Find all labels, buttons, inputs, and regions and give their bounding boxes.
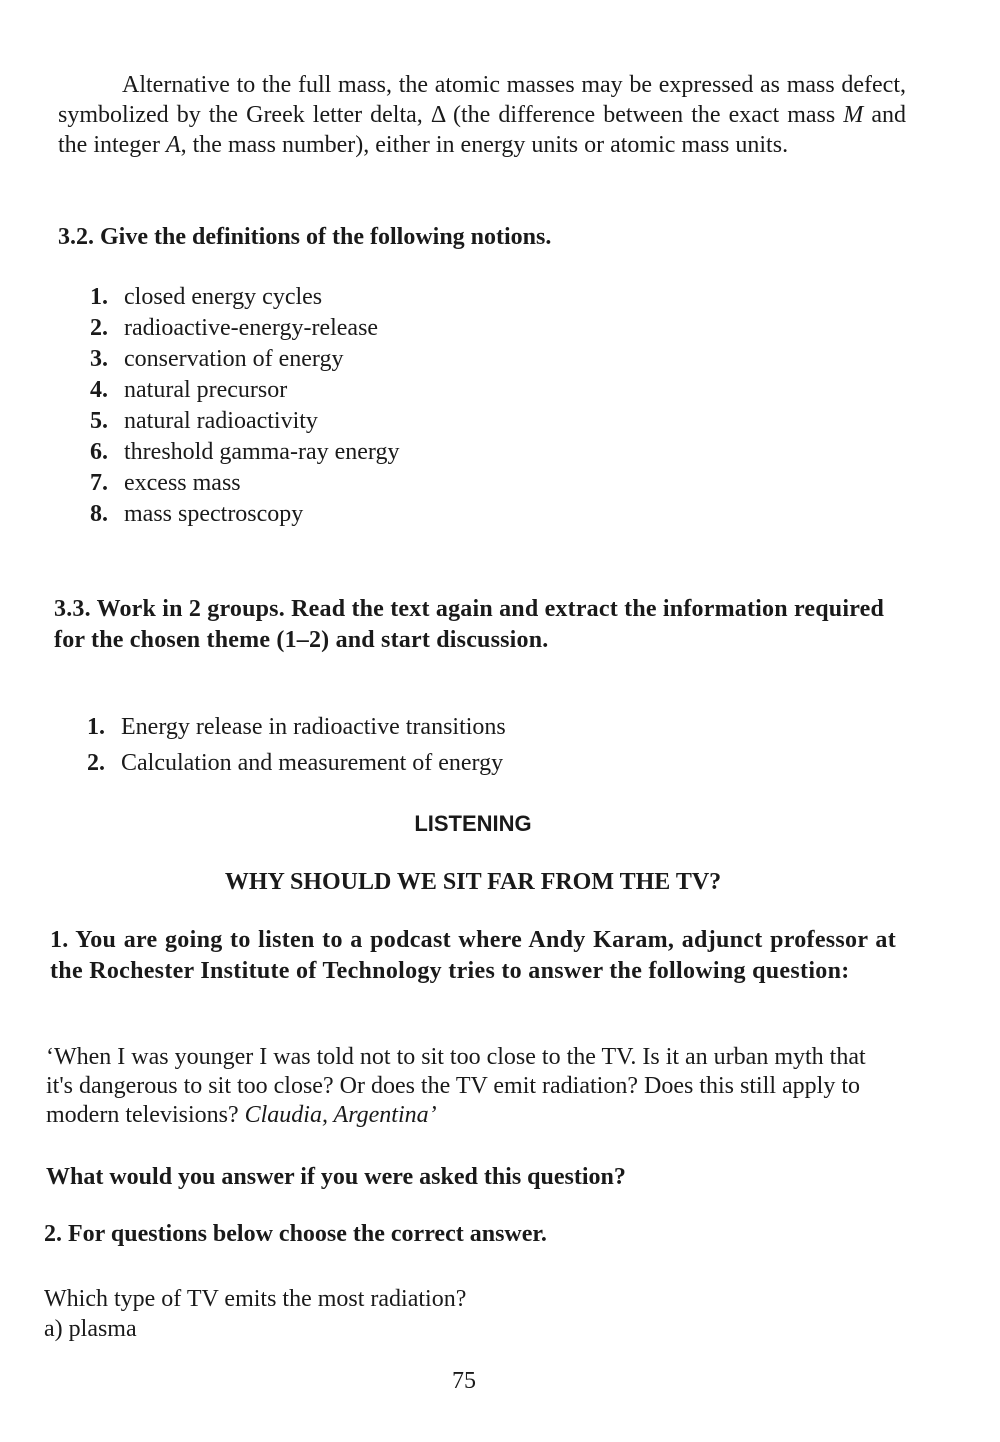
variable-a: A [165, 132, 181, 158]
list-item [90, 437, 399, 468]
list-item [90, 375, 399, 406]
item-text: conservation of energy [124, 346, 344, 372]
variable-m: M [843, 102, 864, 128]
item-number: 5. [90, 408, 108, 434]
item-text: threshold gamma-ray energy [124, 439, 400, 465]
item-text: natural precursor [124, 377, 288, 403]
item-number: 3. [90, 346, 108, 372]
discussion-question: What would you answer if you were asked this question? [46, 1164, 626, 1190]
item-text: Energy release in radioactive transitions [121, 714, 506, 740]
section-3-3-heading: 3.3. Work in 2 groups. Read the text again and extract the information required for the chosen theme (1–2) and start discussion. [54, 596, 885, 653]
multiple-choice-question [44, 1284, 466, 1344]
notions-list [90, 282, 399, 530]
section-3-2-heading: 3.2. Give the definitions of the following notions. [58, 224, 552, 250]
item-text: Calculation and measurement of energy [121, 750, 504, 776]
item-number: 6. [90, 439, 108, 465]
list-item [90, 468, 399, 499]
item-text: excess mass [124, 470, 241, 496]
item-number: 4. [90, 377, 108, 403]
quote-author: Claudia, Argentina’ [244, 1102, 437, 1128]
page-number: 75 [452, 1368, 476, 1394]
list-item [90, 313, 399, 344]
list-item [87, 745, 506, 781]
item-number: 2. [90, 315, 108, 341]
answer-option-a: a) plasma [44, 1316, 137, 1342]
listener-quote [46, 1043, 896, 1130]
intro-paragraph [58, 70, 906, 160]
listening-title: WHY SHOULD WE SIT FAR FROM THE TV? [224, 869, 722, 895]
item-number: 7. [90, 470, 108, 496]
list-item [90, 344, 399, 375]
question-text: Which type of TV emits the most radiation? [44, 1286, 467, 1312]
item-number: 2. [87, 750, 105, 776]
listening-label: LISTENING [414, 811, 532, 836]
item-number: 8. [90, 501, 108, 527]
list-item [87, 709, 506, 745]
quote-text: ‘When I was younger I was told not to sit too close to the TV. Is it an urban myth that it's dangerous to sit too close? Or does the TV emit radiation? Does this still apply to modern televisions? [46, 1044, 866, 1128]
list-item [90, 499, 399, 530]
item-number: 1. [87, 714, 105, 740]
item-text: radioactive-energy-release [124, 315, 379, 341]
intro-text-3: , the mass number), either in energy units or atomic mass units. [180, 132, 789, 158]
task-1-heading: 1. You are going to listen to a podcast where Andy Karam, adjunct professor at the Rochester Institute of Technology tries to answer the following question: [50, 927, 896, 984]
item-text: closed energy cycles [124, 284, 323, 310]
intro-text-1: Alternative to the full mass, the atomic masses may be expressed as mass defect, symbolized by the Greek letter delta, Δ (the difference between the exact mass [58, 72, 906, 128]
list-item [90, 282, 399, 313]
item-text: mass spectroscopy [124, 501, 304, 527]
item-number: 1. [90, 284, 108, 310]
list-item [90, 406, 399, 437]
item-text: natural radioactivity [124, 408, 318, 434]
intro-text-2: and the integer [58, 102, 906, 158]
task-2-heading: 2. For questions below choose the correct answer. [44, 1221, 547, 1247]
themes-list [87, 709, 506, 781]
